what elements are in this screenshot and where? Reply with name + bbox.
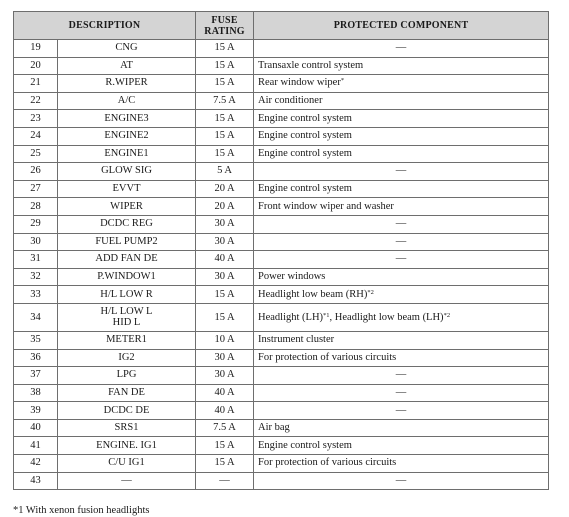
protected-component: Engine control system [254,437,549,455]
fuse-rating: 40 A [196,384,254,402]
fuse-description: C/U IG1 [58,455,196,473]
fuse-number: 23 [14,110,58,128]
protected-component-text: Headlight (LH) [258,311,324,323]
fuse-description: A/C [58,92,196,110]
fuse-number: 38 [14,384,58,402]
fuse-description: ADD FAN DE [58,251,196,269]
protected-component [254,303,549,331]
protected-component: — [254,384,549,402]
fuse-rating: 30 A [196,268,254,286]
fuse-number: 26 [14,163,58,181]
protected-component: Air bag [254,419,549,437]
protected-component-text: , Headlight low beam (LH) [329,311,444,323]
fuse-description: IG2 [58,349,196,367]
fuse-rating: 7.5 A [196,92,254,110]
table-row [14,303,549,331]
fuse-description: ENGINE. IG1 [58,437,196,455]
table-row [14,419,549,437]
table-row [14,268,549,286]
footnote-mark: *1 [13,505,24,516]
fuse-description: H/L LOW R [58,286,196,304]
protected-component [254,286,549,304]
protected-component: — [254,215,549,233]
table-body [14,40,549,490]
fuse-rating: 40 A [196,402,254,420]
fuse-description: WIPER [58,198,196,216]
fuse-description: FUEL PUMP2 [58,233,196,251]
table-row [14,455,549,473]
fuse-rating: 40 A [196,251,254,269]
fuse-description-line1: H/L LOW L [100,306,153,318]
fuse-rating: 30 A [196,349,254,367]
fuse-number: 27 [14,180,58,198]
fuse-rating: 15 A [196,40,254,58]
table-row [14,163,549,181]
header-fuse-rating-line1: FUSE [211,14,238,26]
fuse-rating: 15 A [196,286,254,304]
footnote-marker: * [340,77,345,85]
fuse-rating: 15 A [196,455,254,473]
fuse-description [58,303,196,331]
table-row [14,145,549,163]
fuse-rating: 15 A [196,127,254,145]
header-fuse-rating-line2: RATING [204,25,245,37]
fuse-number: 21 [14,75,58,93]
fuse-rating: 15 A [196,145,254,163]
fuse-description: GLOW SIG [58,163,196,181]
table-row [14,127,549,145]
fuse-number: 40 [14,419,58,437]
footnote-marker: *2 [367,288,374,296]
fuse-description: DCDC REG [58,215,196,233]
table-row [14,215,549,233]
protected-component: Transaxle control system [254,57,549,75]
table-row [14,251,549,269]
protected-component: — [254,40,549,58]
fuse-description: METER1 [58,331,196,349]
header-fuse-rating [196,12,254,40]
fuse-number: 31 [14,251,58,269]
table-row [14,40,549,58]
table-row [14,384,549,402]
protected-component: For protection of various circuits [254,349,549,367]
fuse-description: R.WIPER [58,75,196,93]
fuse-description: P.WINDOW1 [58,268,196,286]
fuse-rating: 5 A [196,163,254,181]
fuse-rating: 30 A [196,233,254,251]
footnote-text: With xenon fusion headlights [23,505,150,516]
fuse-rating: 10 A [196,331,254,349]
header-description: DESCRIPTION [14,12,196,40]
protected-component: Engine control system [254,110,549,128]
protected-component: Front window wiper and washer [254,198,549,216]
protected-component: — [254,472,549,490]
fuse-description: ENGINE3 [58,110,196,128]
protected-component: — [254,402,549,420]
table-row [14,349,549,367]
protected-component: — [254,233,549,251]
fuse-description: — [58,472,196,490]
table-header [14,12,549,40]
fuse-description: ENGINE2 [58,127,196,145]
table-row [14,92,549,110]
protected-component: — [254,367,549,385]
fuse-description: DCDC DE [58,402,196,420]
table-row [14,472,549,490]
fuse-number: 37 [14,367,58,385]
fuse-number: 41 [14,437,58,455]
table-row [14,402,549,420]
fuse-number: 35 [14,331,58,349]
fuse-description-line2: HID L [112,317,141,329]
fuse-rating: 30 A [196,367,254,385]
table-row [14,367,549,385]
protected-component: Engine control system [254,127,549,145]
fuse-rating: 7.5 A [196,419,254,437]
fuse-rating: 20 A [196,198,254,216]
fuse-description: AT [58,57,196,75]
fuse-description: CNG [58,40,196,58]
footnote [13,505,149,517]
fuse-rating: 30 A [196,215,254,233]
table-row [14,233,549,251]
protected-component: For protection of various circuits [254,455,549,473]
fuse-number: 33 [14,286,58,304]
table-row [14,437,549,455]
fuse-rating: 15 A [196,303,254,331]
fuse-table [13,11,549,490]
fuse-description: SRS1 [58,419,196,437]
protected-component: Instrument cluster [254,331,549,349]
protected-component: — [254,251,549,269]
table-row [14,180,549,198]
fuse-rating: 15 A [196,110,254,128]
fuse-number: 43 [14,472,58,490]
table-row [14,331,549,349]
fuse-number: 22 [14,92,58,110]
fuse-description: EVVT [58,180,196,198]
fuse-rating: 20 A [196,180,254,198]
protected-component-text: Rear window wiper [258,77,341,89]
protected-component: Engine control system [254,145,549,163]
fuse-number: 24 [14,127,58,145]
fuse-description: LPG [58,367,196,385]
footnote-marker: *2 [443,311,451,319]
fuse-number: 30 [14,233,58,251]
fuse-number: 32 [14,268,58,286]
fuse-number: 20 [14,57,58,75]
table-row [14,286,549,304]
fuse-number: 39 [14,402,58,420]
fuse-number: 25 [14,145,58,163]
fuse-number: 36 [14,349,58,367]
protected-component: Power windows [254,268,549,286]
protected-component: Engine control system [254,180,549,198]
table-row [14,198,549,216]
fuse-number: 42 [14,455,58,473]
fuse-rating: — [196,472,254,490]
fuse-rating: 15 A [196,57,254,75]
table-row [14,110,549,128]
header-row [14,12,549,40]
footnote-marker: *1 [323,311,330,319]
fuse-number: 28 [14,198,58,216]
fuse-number: 29 [14,215,58,233]
fuse-number: 34 [14,303,58,331]
fuse-number: 19 [14,40,58,58]
protected-component: — [254,163,549,181]
protected-component-text: Headlight low beam (RH) [258,288,368,300]
fuse-description: ENGINE1 [58,145,196,163]
table-row [14,75,549,93]
fuse-description-multiline [101,306,153,328]
protected-component: Air conditioner [254,92,549,110]
protected-component [254,75,549,93]
fuse-description: FAN DE [58,384,196,402]
fuse-rating: 15 A [196,437,254,455]
header-protected-component: PROTECTED COMPONENT [254,12,549,40]
table-row [14,57,549,75]
fuse-rating: 15 A [196,75,254,93]
